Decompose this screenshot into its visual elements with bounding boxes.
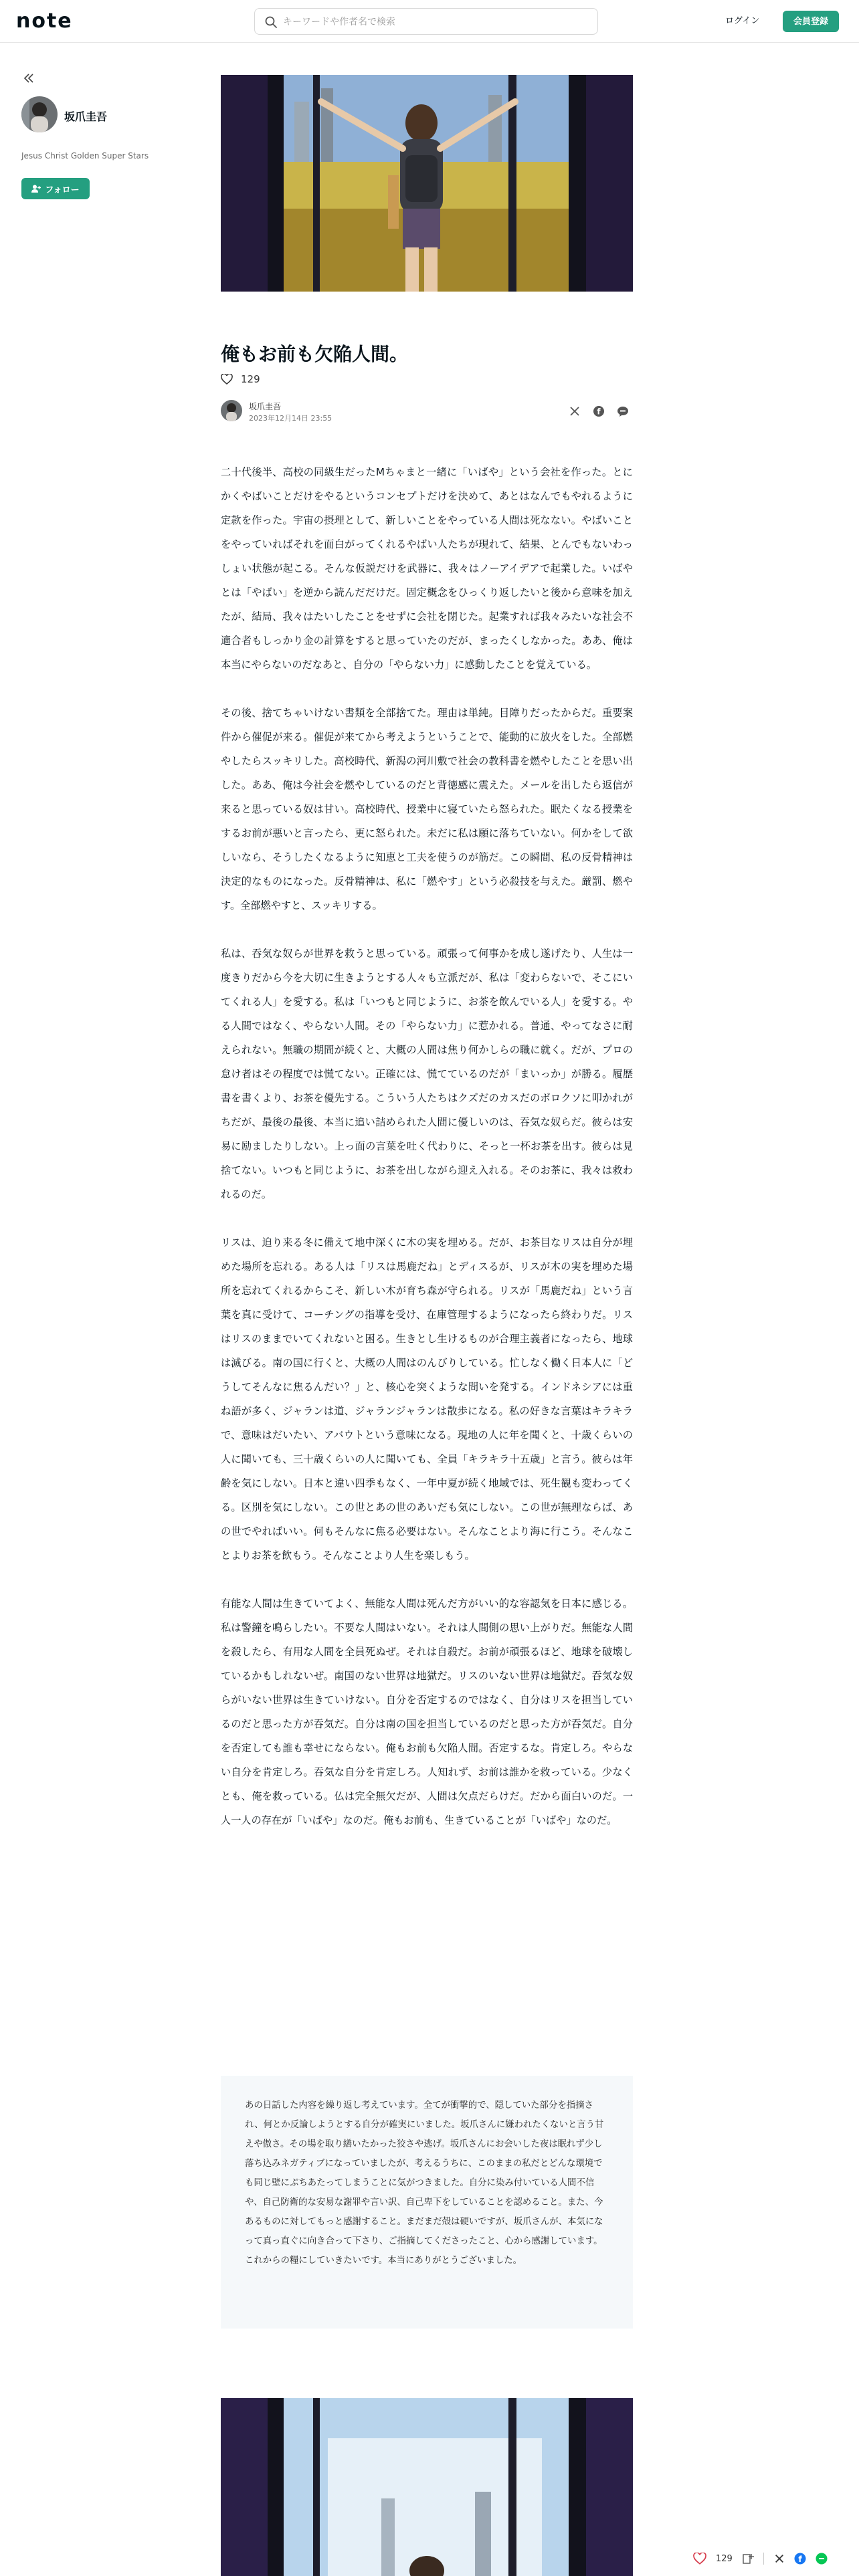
quote-block — [221, 2076, 633, 2329]
svg-text:f: f — [597, 407, 601, 417]
magazine-icon[interactable] — [742, 2553, 754, 2565]
note-logo[interactable]: note — [16, 9, 73, 33]
author-name[interactable]: 坂爪圭吾 — [64, 110, 108, 123]
article-body — [221, 460, 633, 1856]
meta-author-name[interactable]: 坂爪圭吾 — [249, 402, 282, 411]
login-link[interactable]: ログイン — [725, 16, 760, 26]
floating-like-count[interactable]: 129 — [716, 2553, 733, 2564]
follow-button[interactable]: フォロー — [21, 178, 90, 199]
x-share-icon[interactable] — [774, 2553, 785, 2564]
author-avatar[interactable] — [21, 96, 58, 132]
heart-icon[interactable] — [693, 2553, 706, 2565]
article-paragraph: 私は、吞気な奴らが世界を救うと思っている。頑張って何事かを成し遂げたり、人生は一度きりだから今を大切に生きようとする人々も立派だが、私は「変わらないで、そこにいてくれる人」を愛する。私は「いつもと同じように、お茶を飲んでいる人」を愛する。やる人間ではなく、やらない人間。その「やらない力」に惹かれる。普通、やってなさに耐えられない。無職の期間が続くと、大概の人間は焦り何かしらの職に就く。だが、プロの怠け者はその程度では慌てない。正確には、慌てているのだが「まいっか」が勝る。履歴書を書くより、お茶を優先する。こういう人たちはクズだのカスだのボロクソに叩かれがちだが、最後の最後、本当に追い詰められた人間に優しいのは、吞気な奴らだ。彼らは安易に励ましたりしない。上っ面の言葉を吐く代わりに、そっと一杯お茶を出す。彼らは見捨てない。いつもと同じように、お茶を出しながら迎え入れる。そのお茶に、我々は救われるのだ。 — [221, 948, 634, 1200]
article-title: 俺もお前も欠陥人間。 — [221, 343, 409, 365]
article-image-2 — [221, 2398, 633, 2576]
article-paragraph: リスは、迫り来る冬に備えて地中深くに木の実を埋める。だが、お茶目なリスは自分が埋めた場所を忘れる。ある人は「リスは馬鹿だね」とディスるが、リスが木の実を埋めた場所を忘れてくれるからこそ、新しい木が育ち森が守られる。リスが「馬鹿だね」という言葉を真に受けて、コーチングの指導を受け、在庫管理するようになったら終わりだ。リスはリスのままでいてくれないと困る。生きとし生けるものが合理主義者になったら、地球は滅びる。南の国に行くと、大概の人間はのんびりしている。忙しなく働く日本人に「どうしてそんなに焦るんだい？」と、核心を突くような問いを発する。インドネシアには重ね語が多く、ジャランは道、ジャランジャランは散歩になる。私の好きな言葉はキラキラで、意味はだいたい、アバウトという意味になる。現地の人に年を聞くと、十歳くらいの人に聞いても、三十歳くらいの人に聞いても、全員「キラキラ十五歳」と言う。彼らは年齢を気にしない。日本と違い四季もなく、一年中夏が続く地域では、死生観も変わってくる。区別を気にしない。この世とあの世のあいだも気にしない。この世が無理ならば、あの世でやればいい。何もそんなに焦る必要はない。そんなことより海に行こう。そんなことよりお茶を飲もう。そんなことより人生を楽しもう。 — [221, 1237, 634, 1562]
signup-button[interactable]: 会員登録 — [783, 11, 839, 32]
divider-icon — [763, 2553, 765, 2565]
like-row — [221, 373, 260, 385]
article-paragraph: 二十代後半、高校の同級生だったMちゃまと一緒に「いばや」という会社を作った。とにかくやばいことだけをやるというコンセプトだけを決めて、あとはなんでもやれるように定款を作った。宇宙の摂理として、新しいことをやっている人間は死なない。やばいことをやっていればそれを面白がってくれるやばい人たちが現れて、結果、とんでもないわっしょい状態が起こる。そんな仮説だけを武器に、我々はノーアイデアで起業した。いばやとは「やばい」を逆から読んだだけだ。固定概念をひっくり返したいと後から意味を加えたが、結局、我々はたいしたことをせずに会社を閉じた。起業すれば我々みたいな社会不適合者もしっかり金の計算をすると思っていたのだが、まったくしなかった。ああ、俺は本当にやらないのだなあと、自分の「やらない力」に感動したことを覚えている。 — [221, 466, 633, 671]
double-chevron-left-icon[interactable] — [21, 71, 36, 86]
search-box[interactable] — [254, 8, 598, 35]
svg-text:f: f — [798, 2555, 802, 2564]
search-input[interactable] — [283, 14, 577, 30]
search-icon — [264, 15, 278, 29]
add-user-icon — [31, 185, 41, 193]
facebook-share-icon[interactable] — [593, 405, 605, 417]
facebook-share-icon[interactable] — [794, 2553, 806, 2565]
x-share-icon[interactable] — [569, 405, 581, 417]
article-hero-image — [221, 75, 633, 292]
article-paragraph: その後、捨てちゃいけない書類を全部捨てた。理由は単純。目障りだったからだ。重要案件から催促が来る。催促が来てから考えようということで、能動的に放火をした。全部燃やしたらスッキリした。高校時代、新潟の河川敷で社会の教科書を燃やしたことを思い出した。ああ、俺は今社会を燃やしているのだと背徳感に震えた。メールを出したら返信が来ると思っている奴は甘い。高校時代、授業中に寝ていたら怒られた。眠たくなる授業をするお前が悪いと言ったら、更に怒られた。未だに私は願に落ちていない。何かをして欲しいなら、そうしたくなるように知恵と工夫を使うのが筋だ。この瞬間、私の反骨精神は決定的なものになった。反骨精神は、私に「燃やす」という必殺技を与えた。厳罰、燃やす。全部燃やすと、スッキリする。 — [221, 707, 634, 911]
floating-action-bar — [693, 2545, 859, 2572]
site-header — [0, 0, 859, 43]
quote-text: あの日話した内容を繰り返し考えています。全てが衝撃的で、隠していた部分を指摘され、何とか反論しようとする自分が確実にいました。坂爪さんに嫌われたくないと言う甘えや傲さ。その場を取り繕いたかった狡さや逃げ。坂爪さんにお会いした夜は眠れず少し落ち込みネガティブになっていましたが、考えるうちに、このままの私だとどんな環境でも同じ壁にぶちあたってしまうことに気がつきました。自分に染み付いている人間不信や、自己防衛的な安易な謝罪や言い訳、自己卑下をしていることを認めること。また、今あるものに対してもっと感謝すること。まだまだ殻は硬いですが、坂爪さんが、本気になって真っ直ぐに向き合って下さり、ご指摘してくださったこと、心から感謝しています。これからの糧にしていきたいです。本当にありがとうございました。 — [245, 2101, 604, 2266]
heart-icon[interactable] — [221, 374, 233, 385]
article-meta — [221, 400, 633, 427]
line-share-icon[interactable] — [816, 2553, 828, 2565]
meta-author-avatar[interactable] — [221, 400, 242, 421]
like-count[interactable]: 129 — [241, 373, 260, 385]
author-bio: Jesus Christ Golden Super Stars — [21, 151, 149, 160]
article-paragraph: 有能な人間は生きていてよく、無能な人間は死んだ方がいい的な容認気を日本に感じる。私は警鐘を鳴らしたい。不要な人間はいない。それは人間側の思い上がりだ。無能な人間を殺したら、有用な人間を全員死ぬぜ。それは自殺だ。お前が頑張るほど、地球を破壊しているかもしれないぜ。南国のない世界は地獄だ。リスのいない世界は地獄だ。吞気な奴らがいない世界は生きていけない。自分を否定するのではなく、自分はリスを担当しているのだと思った方が吞気だ。自分は南の国を担当しているのだと思った方が吞気だ。自分を否定しても誰も幸せにならない。俺もお前も欠陥人間。否定するな。肯定しろ。やらない自分を肯定しろ。吞気な自分を肯定しろ。人知れず、お前は誰かを救っている。少なくとも、俺を救っている。仏は完全無欠だが、人間は欠点だらけだ。だから面白いのだ。一人一人の存在が「いばや」なのだ。俺もお前も、生きていることが「いばや」なのだ。 — [221, 1598, 634, 1826]
line-share-icon[interactable] — [617, 405, 629, 417]
publish-date: 2023年12月14日 23:55 — [249, 414, 332, 423]
